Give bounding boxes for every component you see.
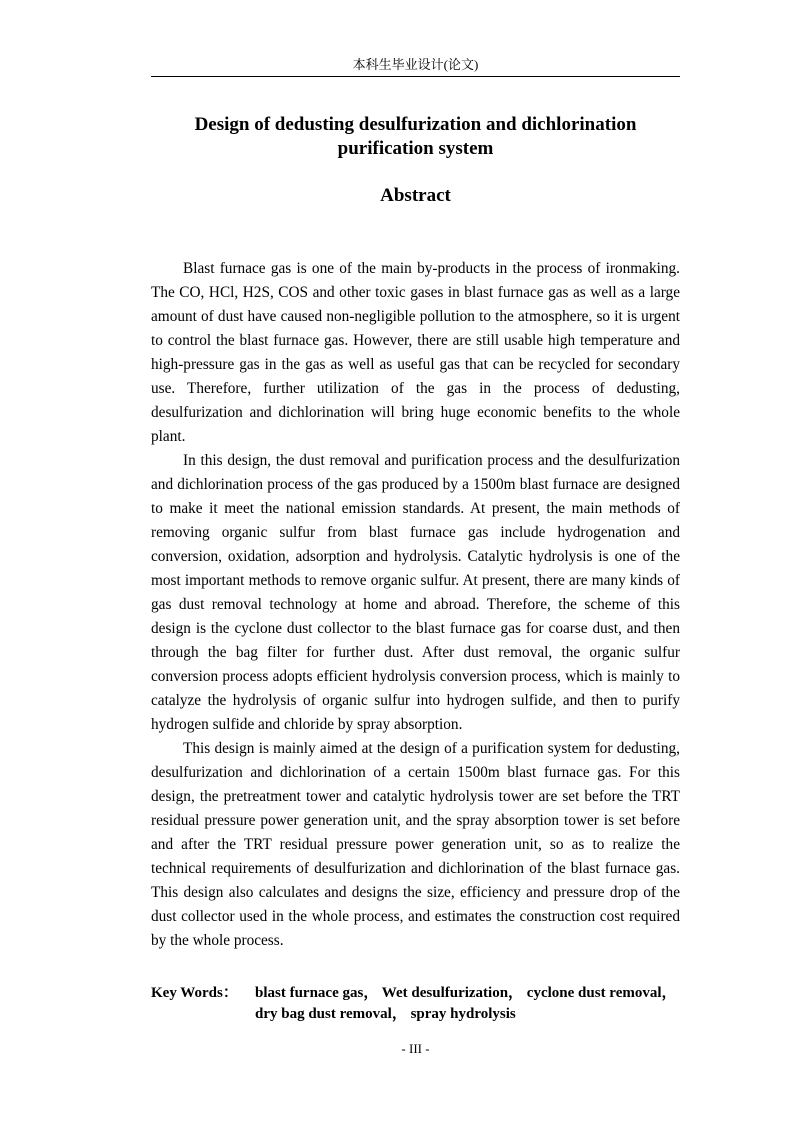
abstract-paragraph-2: In this design, the dust removal and purification process and the desulfurization and dichlorination process of the gas produced by a 1500m blast furnace are designed to make it meet the national emission standards. At present, the main methods of removing organic sulfur from blast furnace gas include hydrogenation and conversion, oxidation, adsorption and hydrolysis. Catalytic hydrolysis is one of the most important methods to remove organic sulfur. At present, there are many kinds of gas dust removal technology at home and abroad. Therefore, the scheme of this design is the cyclone dust collector to the blast furnace gas for coarse dust, and then through the bag filter for further dust. After dust removal, the organic sulfur conversion process adopts efficient hydrolysis conversion process, which is mainly to catalyze the hydrolysis of organic sulfur into hydrogen sulfide, and then to purify hydrogen sulfide and chloride by spray absorption. — [151, 452, 680, 733]
abstract-heading: Abstract — [380, 185, 451, 206]
header-rule — [151, 76, 680, 77]
page-number: - III - — [401, 1041, 430, 1056]
keywords-block — [151, 983, 680, 1025]
keywords-label: Key Words： — [151, 985, 238, 1001]
keywords-text: blast furnace gas， Wet desulfurization， cyclone dust removal，dry bag dust removal， spray hydrolysis — [255, 985, 677, 1022]
abstract-paragraph-3: This design is mainly aimed at the design of a purification system for dedusting, desulfurization and dichlorination of a certain 1500m blast furnace gas. For this design, the pretreatment tower and catalytic hydrolysis tower are set before the TRT residual pressure power generation unit, and the spray absorption tower is set before and after the TRT residual pressure power generation unit, so as to realize the technical requirements of desulfurization and dichlorination of the blast furnace gas. This design also calculates and designs the size, efficiency and pressure drop of the dust collector used in the whole process, and estimates the construction cost required by the whole process. — [151, 740, 680, 949]
abstract-paragraph-1: Blast furnace gas is one of the main by-products in the process of ironmaking. The CO, HCl, H2S, COS and other toxic gases in blast furnace gas as well as a large amount of dust have caused non-negligible pollution to the atmosphere, so it is urgent to control the blast furnace gas. However, there are still usable high temperature and high-pressure gas in the gas as well as useful gas that can be recycled for secondary use. Therefore, further utilization of the gas in the process of dedusting, desulfurization and dichlorination will bring huge economic benefits to the whole plant. — [151, 260, 680, 445]
abstract-body — [151, 257, 680, 953]
document-title: Design of dedusting desulfurization and dichlorination purification system — [194, 114, 637, 159]
page-header: 本科生毕业设计(论文) — [352, 57, 479, 72]
